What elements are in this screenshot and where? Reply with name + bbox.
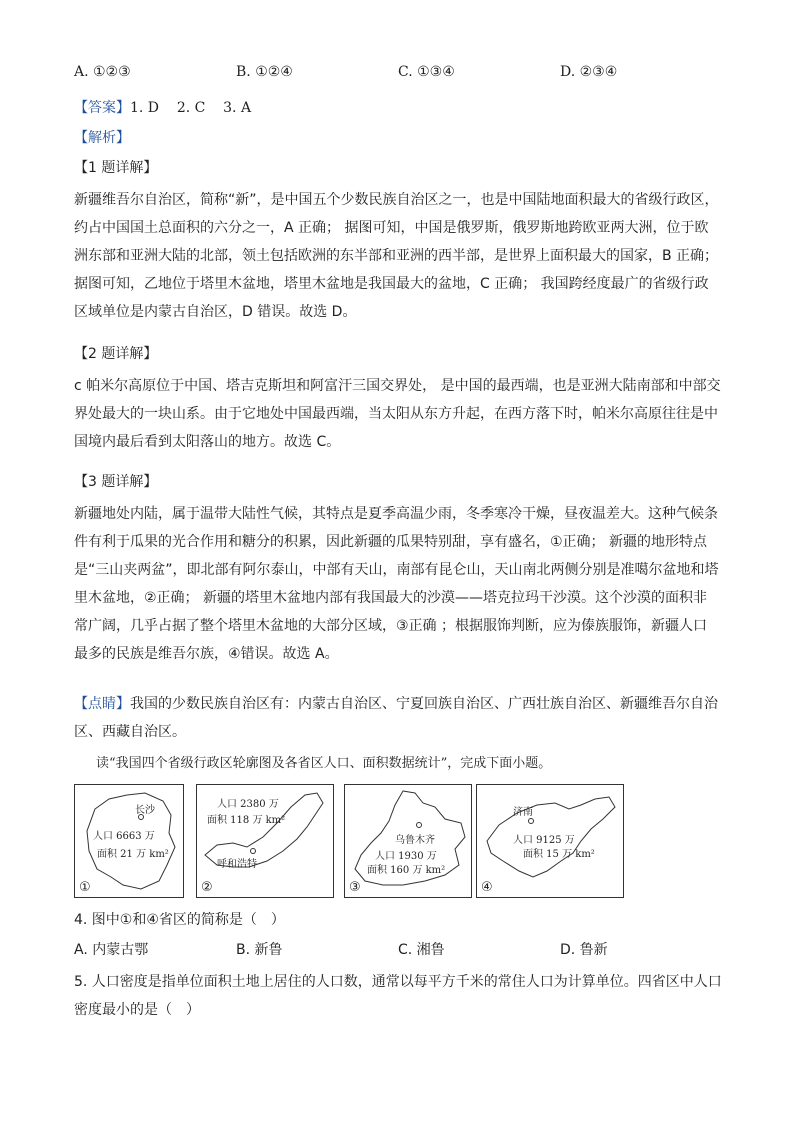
map-hunan: [74, 784, 184, 898]
q1-line: 新疆维吾尔自治区，简称“新”，是中国五个少数民族自治区之一，也是中国陆地面积最大的省级行政区，: [74, 192, 719, 208]
q3-line: 最多的民族是维吾尔族，④错误。故选 A。: [74, 646, 339, 662]
tip-tag: 【点睛】: [74, 696, 130, 712]
q2-tag: 【2 题详解】: [74, 346, 158, 362]
map-city: 长沙: [135, 805, 155, 816]
answer-line: [74, 98, 251, 118]
q2-explanation: [74, 372, 724, 456]
tip-text: 我国的少数民族自治区有：内蒙古自治区、宁夏回族自治区、广西壮族自治区、新疆维吾尔自治: [130, 696, 718, 712]
map-area: 面积 15 万 km²: [523, 849, 595, 860]
map-pop: 人口 6663 万: [93, 831, 155, 842]
tip-line: [74, 690, 724, 718]
map-city: 乌鲁木齐: [395, 835, 435, 846]
q1-tag: 【1 题详解】: [74, 160, 158, 176]
q2-line: 国境内最后看到太阳落山的地方。故选 C。: [74, 434, 341, 450]
map-shandong: [476, 784, 624, 898]
figure-caption: 读“我国四个省级行政区轮廓图及各省区人口、面积数据统计”，完成下面小题。: [96, 756, 552, 771]
tip-block: [74, 690, 724, 746]
q4-option-c: C. 湘鲁: [398, 942, 445, 958]
q3-explanation: [74, 500, 724, 668]
q4-options: [74, 940, 724, 960]
map-xinjiang: [344, 784, 472, 898]
q1-explanation: [74, 186, 724, 326]
tip-line: 区、西藏自治区。: [74, 724, 186, 740]
q1-line: 约占中国国土总面积的六分之一，A 正确； 据图可知，中国是俄罗斯，俄罗斯地跨欧亚两大洲，位于欧: [74, 220, 709, 236]
q3-line: 新疆地处内陆，属于温带大陆性气候，其特点是夏季高温少雨，冬季寒冷干燥，昼夜温差大。这种气候条: [74, 506, 718, 522]
q5-line: 5. 人口密度是指单位面积土地上居住的人口数，通常以每平方千米的常住人口为计算单位。四省区中人口: [74, 974, 722, 990]
q1-line: 据图可知，乙地位于塔里木盆地，塔里木盆地是我国最大的盆地，C 正确； 我国跨经度最广的省级行政: [74, 276, 709, 292]
q3-line: 里木盆地，②正确； 新疆的塔里木盆地内部有我国最大的沙漠——塔克拉玛干沙漠。这个沙漠的面积非: [74, 590, 707, 606]
map-pop: 人口 1930 万: [375, 851, 437, 862]
map-area: 面积 160 万 km²: [367, 865, 446, 876]
q2-line: 界处最大的一块山系。由于它地处中国最西端，当太阳从东方升起，在西方落下时，帕米尔高原往往是中: [74, 406, 718, 422]
q4-option-d: D. 鲁新: [560, 942, 608, 958]
map-area: 面积 118 万 km²: [207, 815, 286, 826]
q1-line: 洲东部和亚洲大陆的北部，领土包括欧洲的东半部和亚洲的西半部，是世界上面积最大的国家，B 正确；: [74, 248, 719, 264]
map-area: 面积 21 万 km²: [97, 849, 169, 860]
q4-option-b: B. 新鲁: [236, 942, 283, 958]
q3-line: 常广阔，几乎占据了整个塔里木盆地的大部分区域，③正确 ；根据服饰判断，应为傣族服饰，新疆人口: [74, 618, 707, 634]
map-number: ④: [481, 880, 493, 895]
question-options-top: [74, 64, 724, 84]
map-number: ②: [201, 880, 213, 895]
q3-line: 件有利于瓜果的光合作用和糖分的积累，因此新疆的瓜果特别甜，享有盛名，①正确； 新疆的地形特点: [74, 534, 707, 550]
option-c: C. ①③④: [398, 64, 455, 80]
q4-option-a: A. 内蒙古鄂: [74, 942, 149, 958]
answer-tag: 【答案】: [74, 100, 130, 116]
map-city: 呼和浩特: [217, 859, 257, 870]
analysis-label: 【解析】: [74, 130, 130, 146]
option-d: D. ②③④: [560, 64, 618, 80]
option-b: B. ①②④: [236, 64, 293, 80]
q2-line: c 帕米尔高原位于中国、塔吉克斯坦和阿富汗三国交界处， 是中国的最西端，也是亚洲大陆南部和中部交: [74, 378, 721, 394]
q3-tag: 【3 题详解】: [74, 474, 158, 490]
map-inner-mongolia: [196, 784, 334, 898]
map-pop: 人口 2380 万: [217, 799, 279, 810]
q3-line: 是“三山夹两盆”，即北部有阿尔泰山，中部有天山，南部有昆仑山，天山南北两侧分别是准噶尔盆地和塔: [74, 562, 719, 578]
q4-stem: 4. 图中①和④省区的简称是（ ）: [74, 912, 285, 928]
answer-text: 1. D 2. C 3. A: [130, 100, 252, 116]
map-number: ③: [349, 880, 361, 895]
q1-line: 区域单位是内蒙古自治区，D 错误。故选 D。: [74, 304, 357, 320]
q5-line: 密度最小的是（ ）: [74, 1002, 200, 1018]
map-number: ①: [79, 880, 91, 895]
analysis-tag: [74, 128, 130, 148]
option-a: A. ①②③: [74, 64, 131, 80]
q5-stem: [74, 968, 724, 1024]
map-city: 济南: [513, 807, 533, 818]
map-pop: 人口 9125 万: [513, 835, 575, 846]
province-maps-figure: [74, 784, 622, 898]
